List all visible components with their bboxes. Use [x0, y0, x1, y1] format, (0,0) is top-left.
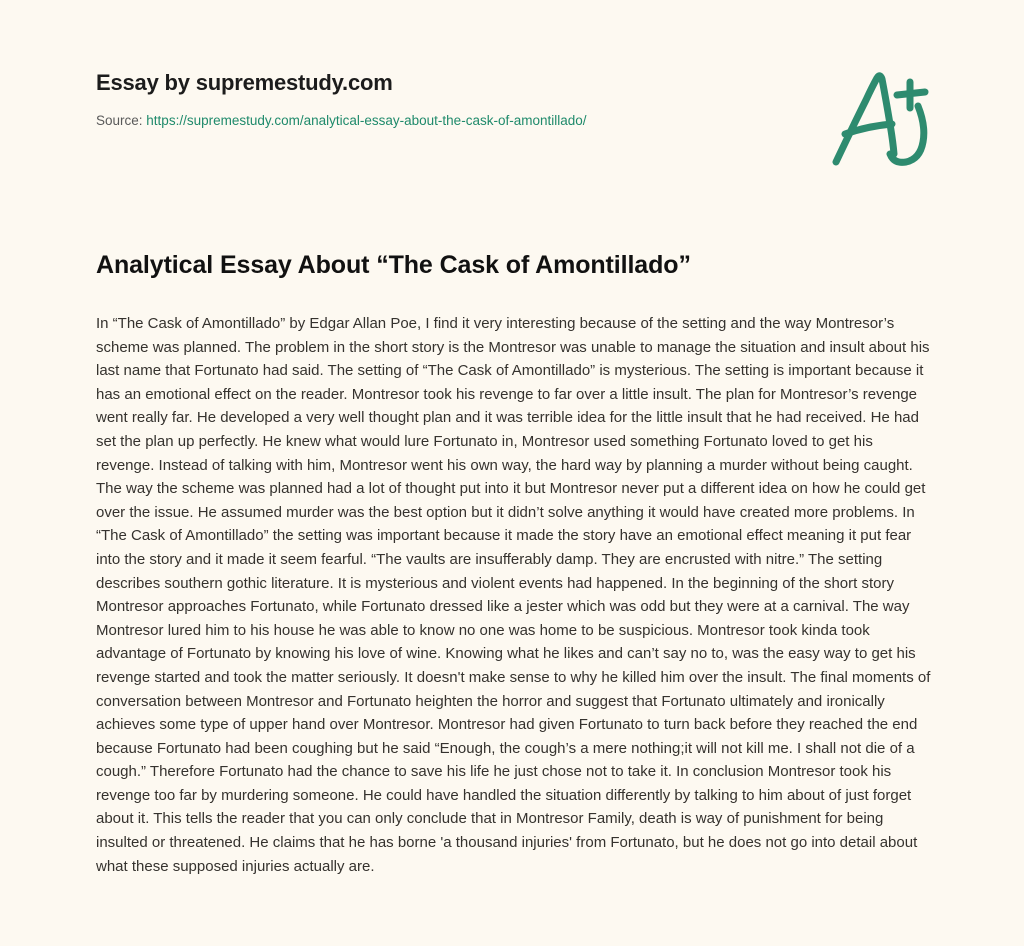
source-label: Source: [96, 113, 143, 128]
page-header [96, 68, 928, 130]
site-title: Essay by supremestudy.com [96, 70, 393, 95]
page-title: Analytical Essay About “The Cask of Amontillado” [96, 251, 691, 279]
essay-body-text: In “The Cask of Amontillado” by Edgar Allan Poe, I find it very interesting because of the setting and the way Montresor’s scheme was planned. The problem in the short story is the Montresor was unable to manage the situation and insult about his last name that Fortunato had said. The setting of “The Cask of Amontillado” is mysterious. The setting is important because it has an emotional effect on the reader. Montresor took his revenge to far over a little insult. The plan for Montresor’s revenge went really far. He developed a very well thought plan and it was terrible idea for the little insult that he had received. He had set the plan up perfectly. He knew what would lure Fortunato in, Montresor used something Fortunato loved to get his revenge. Instead of talking with him, Montresor went his own way, the hard way by planning a murder without being caught. The way the scheme was planned had a lot of thought put into it but Montresor never put a different idea on how he could get over the issue. He assumed murder was the best option but it didn’t solve anything it would have created more problems. In “The Cask of Amontillado” the setting was important because it made the story have an emotional effect meaning it put fear into the story and it made it seem fearful. “The vaults are insufferably damp. They are encrusted with nitre.” The setting describes southern gothic literature. It is mysterious and violent events had happened. In the beginning of the short story Montresor approaches Fortunato, while Fortunato dressed like a jester which was odd but they were at a carnival. The way Montresor lured him to his house he was able to know no one was home to be suspicious. Montresor took kinda took advantage of Fortunato by knowing his love of wine. Knowing what he likes and can’t say no to, was the easy way to get his revenge started and took the matter seriously. It doesn't make sense to why he killed him over the insult. The final moments of conversation between Montresor and Fortunato heighten the horror and suggest that Fortunato ultimately and ironically achieves some type of upper hand over Montresor. Montresor had given Fortunato to turn back before they reached the end because Fortunato had been coughing but he said “Enough, the cough’s a mere nothing;it will not kill me. I shall not die of a cough.” Therefore Fortunato had the chance to save his life he just chose not to take it. In conclusion Montresor took his revenge too far by murdering someone. He could have handled the situation differently by talking to him about of just forget about it. This tells the reader that you can only conclude that in Montresor Family, death is way of punishment for being insulted or threatened. He claims that he has borne 'a thousand injuries' from Fortunato, but he does not go into detail about what these supposed injuries actually are. [96, 315, 931, 875]
a-plus-logo-icon [824, 62, 936, 172]
source-url-link[interactable]: https://supremestudy.com/analytical-essay-about-the-cask-of-amontillado/ [146, 113, 587, 128]
source-line [96, 112, 928, 130]
